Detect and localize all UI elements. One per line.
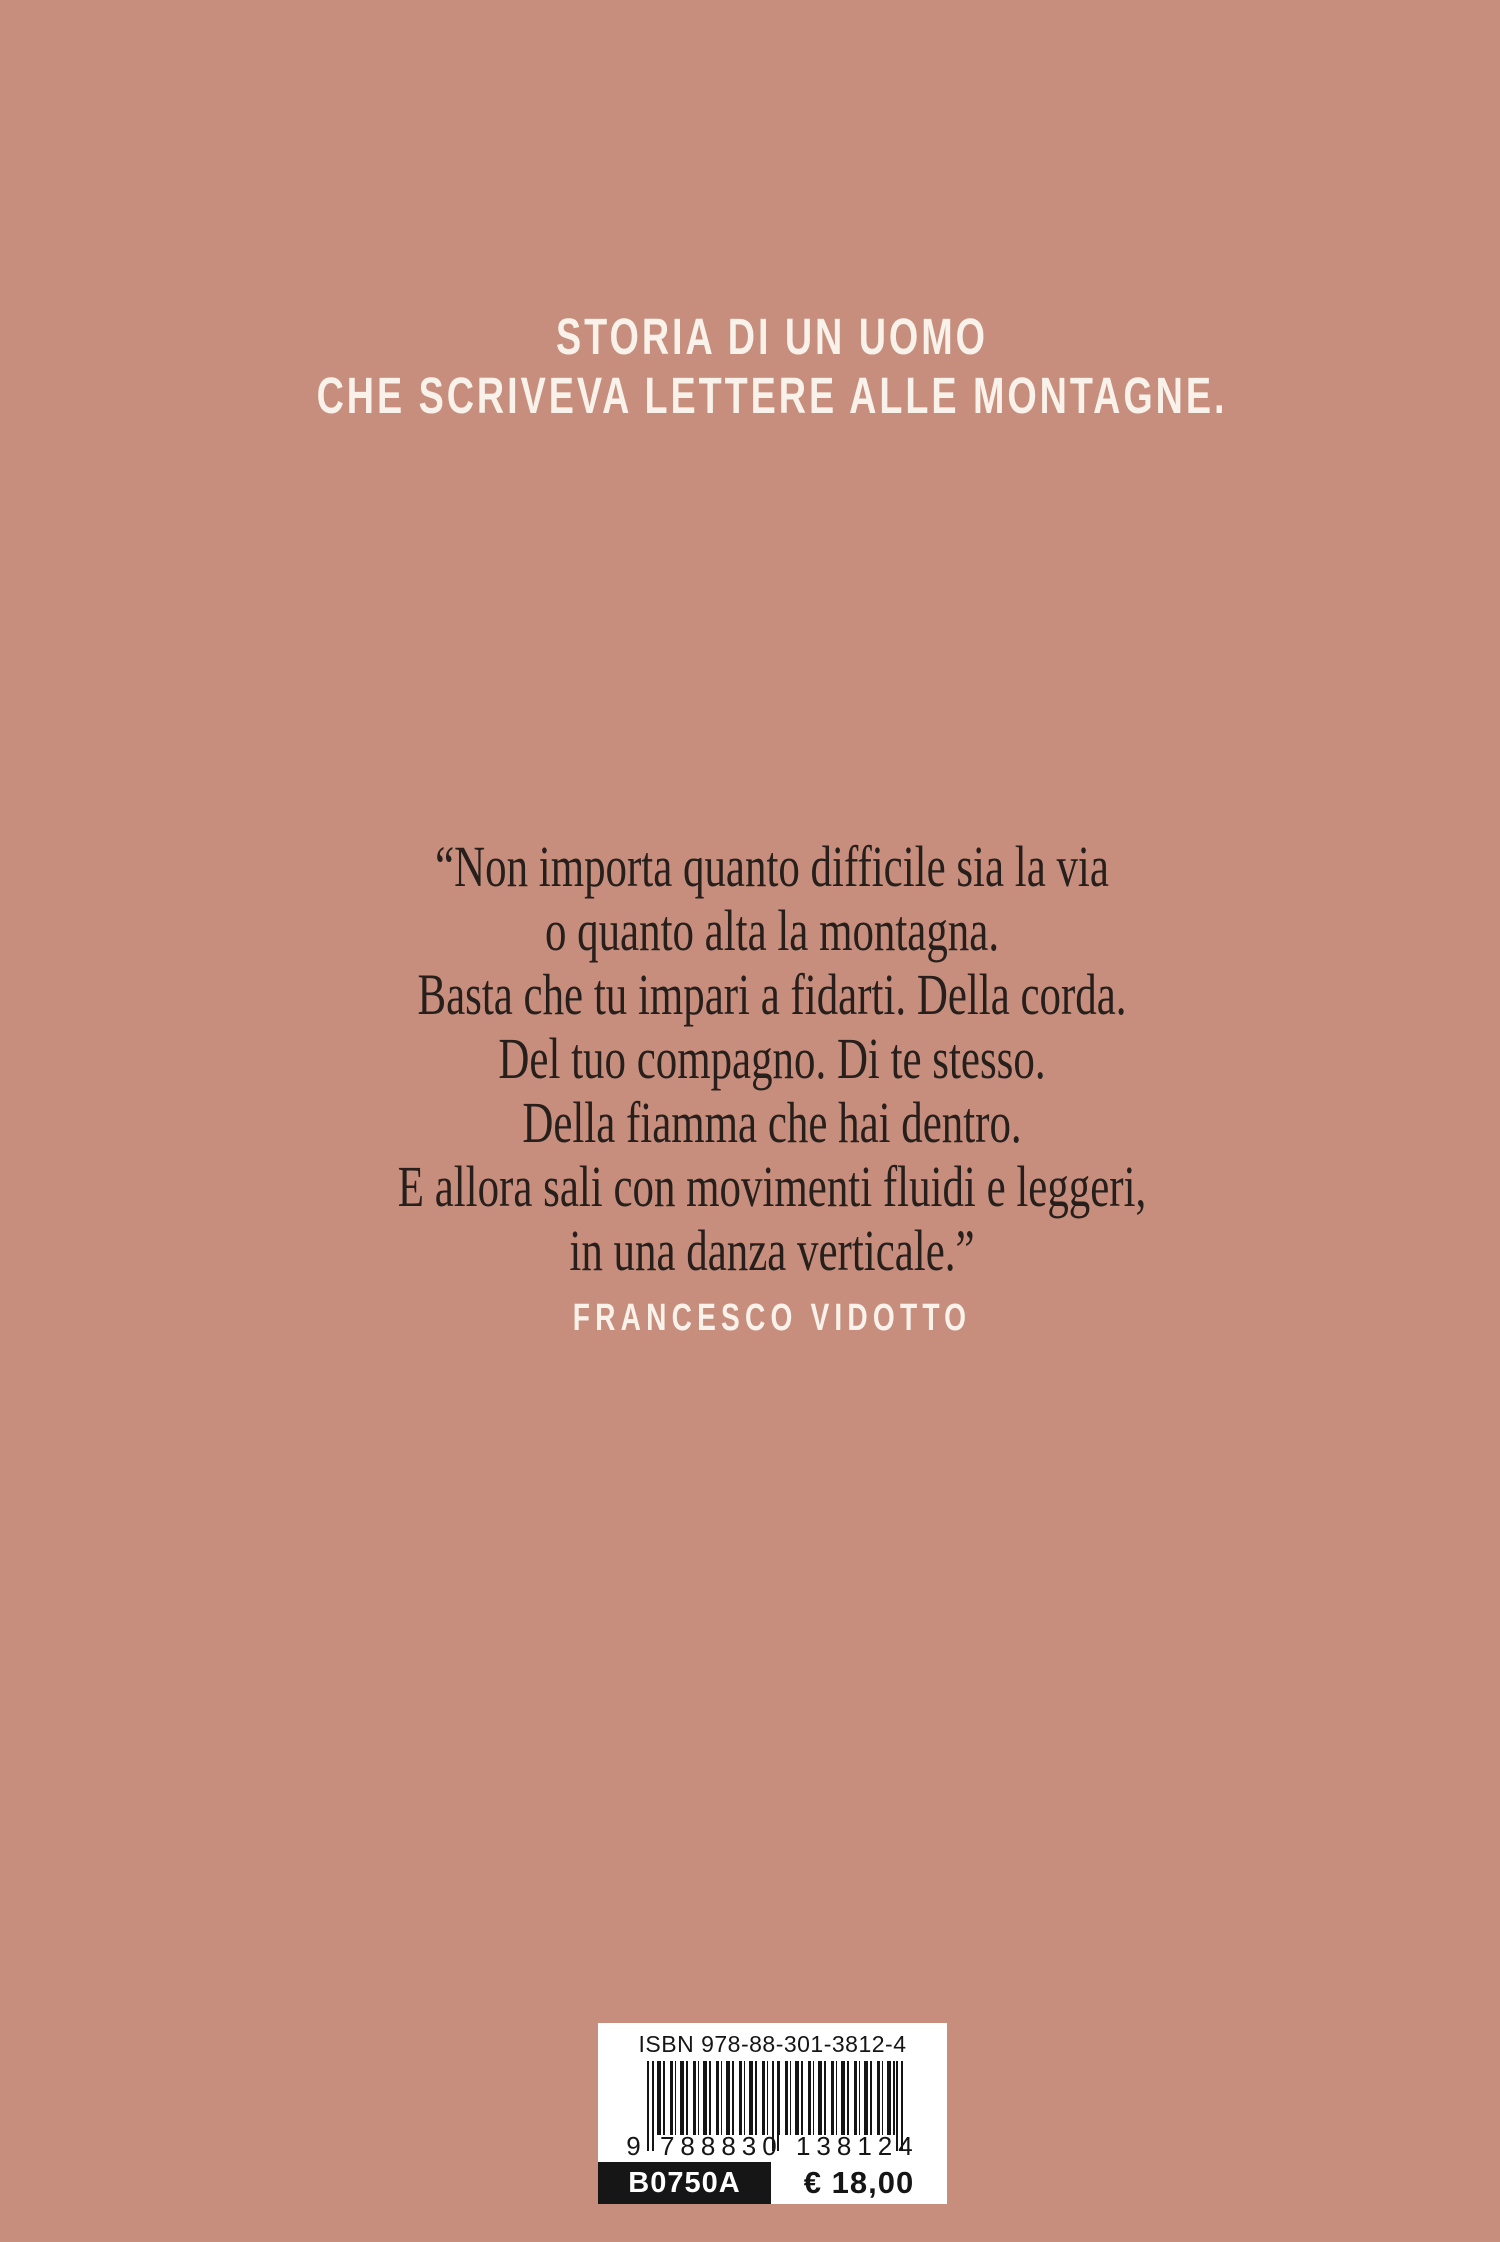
tagline-line-1: STORIA DI UN UOMO: [556, 308, 988, 365]
quote-line: o quanto alta la montagna.: [544, 898, 1000, 963]
ean-digits: 9 788830 138124: [626, 2131, 919, 2161]
quote-line: Della fiamma che hai dentro.: [522, 1090, 1022, 1155]
isbn-label: ISBN 978-88-301-3812-4: [638, 2031, 907, 2057]
price-label: € 18,00: [771, 2162, 947, 2204]
quote-line: E allora sali con movimenti fluidi e leggeri,: [397, 1154, 1147, 1219]
quote-block: [233, 835, 1310, 1283]
isbn-barcode-panel: [598, 2023, 947, 2162]
price-strip: [598, 2162, 947, 2204]
quote-line: Basta che tu impari a fidarti. Della corda.: [417, 962, 1127, 1027]
publisher-code-badge: B0750A: [598, 2162, 771, 2204]
tagline-line-2: CHE SCRIVEVA LETTERE ALLE MONTAGNE.: [316, 367, 1228, 424]
author-name: FRANCESCO VIDOTTO: [572, 1297, 972, 1339]
quote-line: in una danza verticale.”: [569, 1218, 975, 1283]
quote-line: Del tuo compagno. Di te stesso.: [498, 1026, 1046, 1091]
tagline: [233, 307, 1310, 425]
quote-line: “Non importa quanto difficile sia la via: [435, 834, 1109, 899]
